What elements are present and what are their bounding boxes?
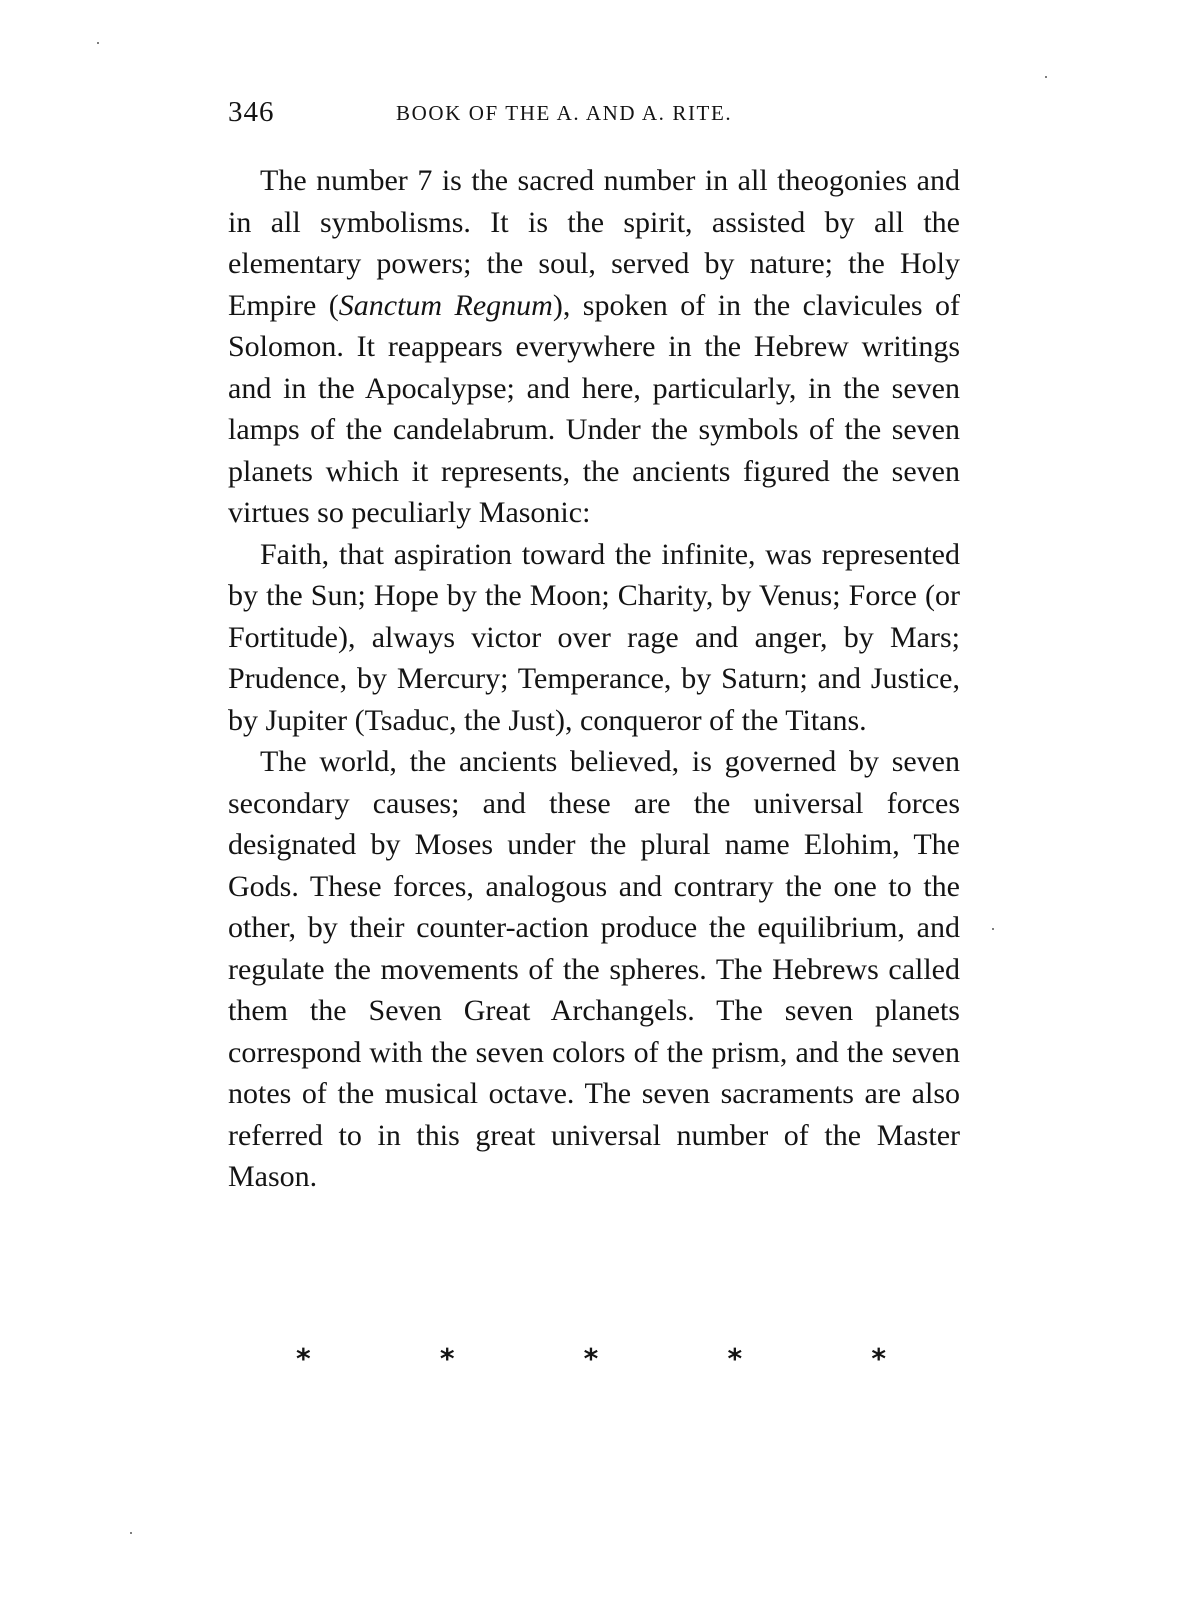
running-head xyxy=(228,96,960,136)
scan-speck xyxy=(130,1532,132,1534)
page-number: 346 xyxy=(228,96,275,128)
asterisk: * xyxy=(296,1341,311,1375)
paragraph-text: The number 7 is the sacred number in all theogonies and in all symbolisms. It is the spirit, assisted by all the elementary powers; the soul, served by nature; the Holy Empire ( xyxy=(228,164,960,322)
scan-speck xyxy=(992,928,994,930)
paragraph-seven-causes: The world, the ancients believed, is governed by seven secondary causes; and these are the universal forces designated by Moses under the plural name Elohim, The Gods. These forces, analogous and contrary the one to the other, by their counter-action produce the equilibrium, and regulate the movements of the spheres. The Hebrews called them the Seven Great Archangels. The seven planets correspond with the seven colors of the prism, and the seven notes of the musical octave. The seven sacraments are also referred to in this great universal number of the Master Mason. xyxy=(228,745,960,1193)
paragraph-seven-virtues: Faith, that aspiration toward the infinite, was represented by the Sun; Hope by the Moon; Charity, by Venus; Force (or Fortitude), always victor over rage and anger, by Mars; Prudence, by Mercury; Temperance, by Saturn; and Justice, by Jupiter (Tsaduc, the Just), conqueror of the Titans. xyxy=(228,537,960,737)
asterisk: * xyxy=(727,1341,743,1375)
scan-speck xyxy=(97,42,99,44)
asterisk: * xyxy=(871,1341,886,1375)
running-title: BOOK OF THE A. AND A. RITE. xyxy=(396,101,733,125)
scan-speck xyxy=(1045,76,1047,78)
section-break-asterisks xyxy=(296,1338,886,1378)
asterisk: * xyxy=(583,1341,599,1375)
paragraph-text: ), spoken of in the clavicules of Solomon. It reappears everywhere in the Hebrew writings and in the Apocalypse; and here, particularly, in the seven lamps of the candelabrum. Under the symbols of the seven planets which it represents, the ancients figured the seven virtues so peculiarly Masonic: xyxy=(228,288,961,529)
italic-latin-phrase: Sanctum Regnum xyxy=(338,288,553,322)
asterisk: * xyxy=(439,1341,455,1375)
body-text xyxy=(228,160,960,1198)
paragraph-seven-sacred-number xyxy=(228,160,960,534)
